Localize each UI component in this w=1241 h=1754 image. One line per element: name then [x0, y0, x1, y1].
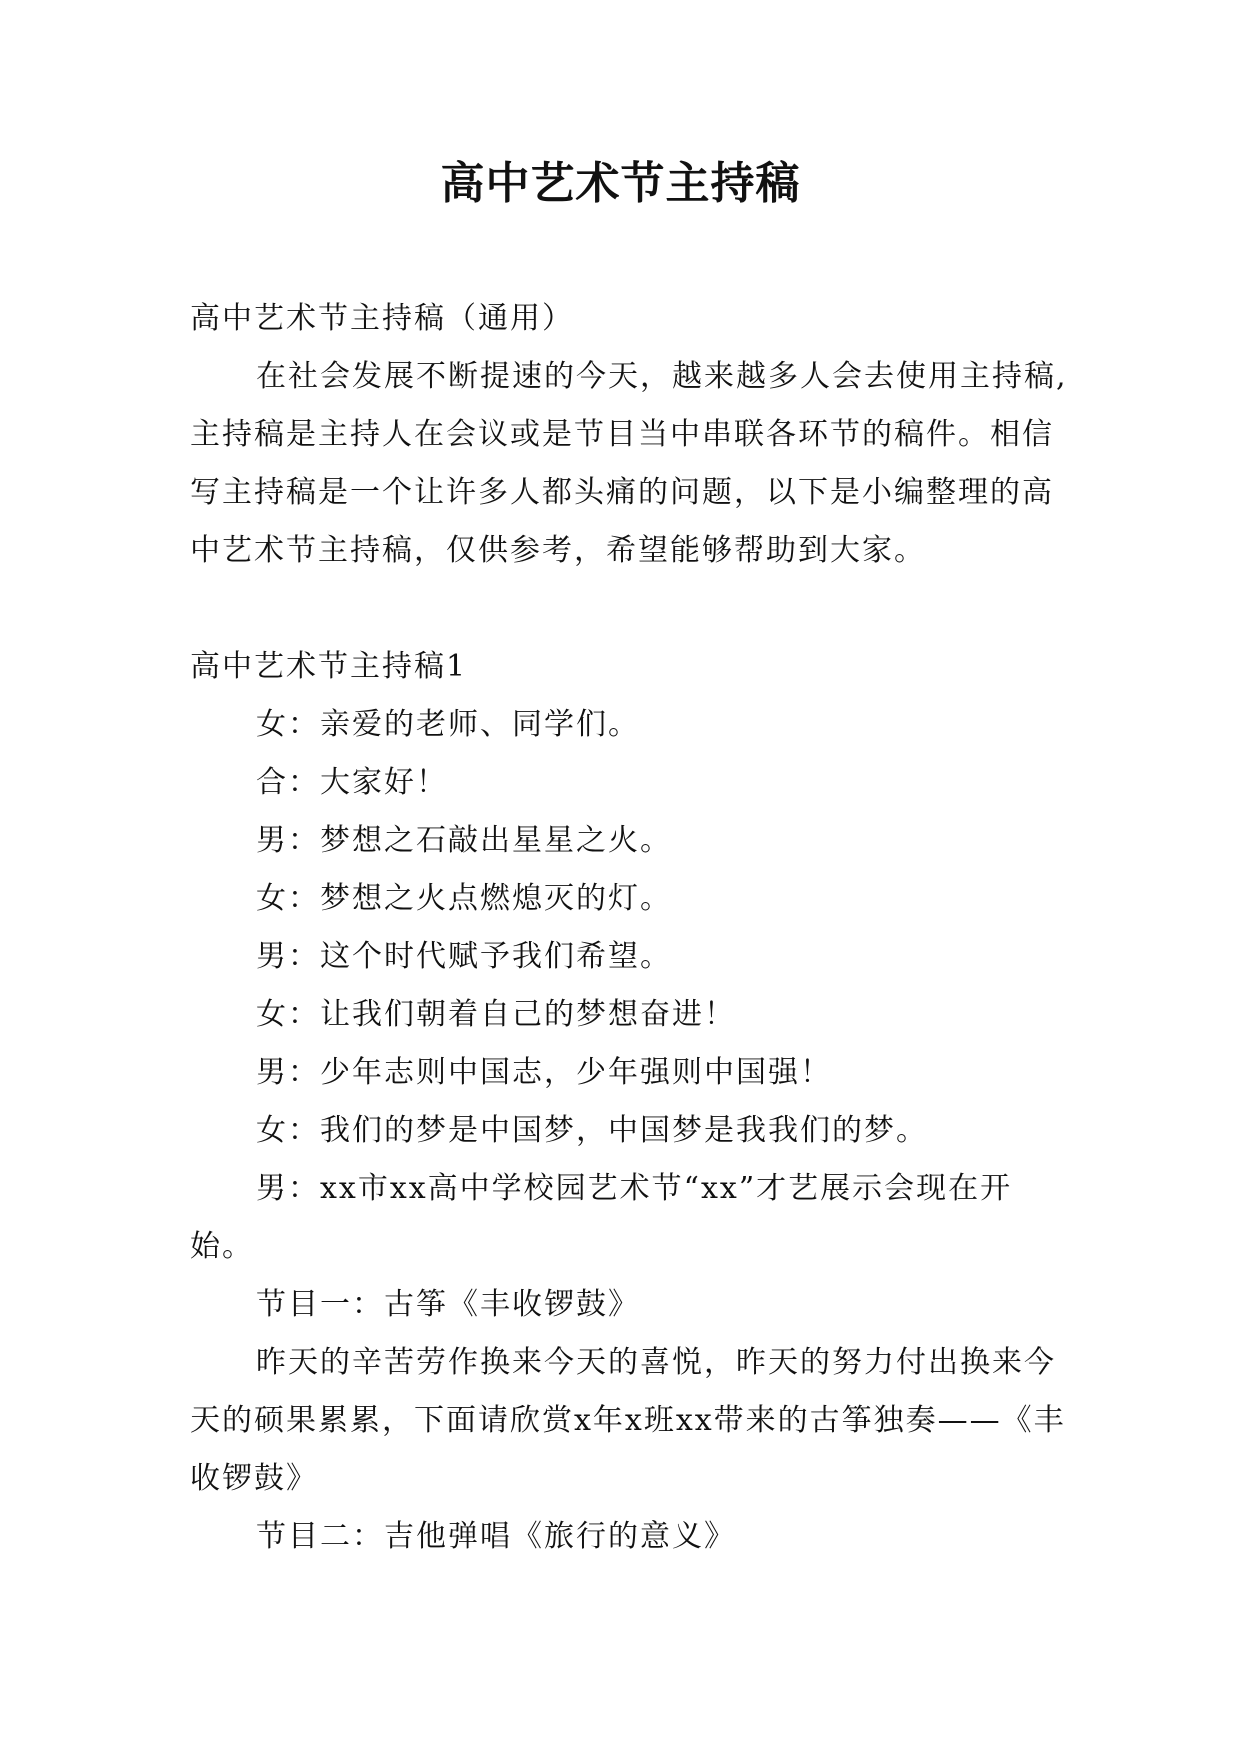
dialogue-line: 合：大家好！ [256, 765, 448, 800]
spacer [190, 580, 1070, 638]
dialogue-line: 女：梦想之火点燃熄灭的灯。 [256, 881, 672, 916]
program-intro: 昨天的辛苦劳作换来今天的喜悦，昨天的努力付出换来今天的硕果累累，下面请欣赏x年x班xx带来的古筝独奏——《丰收锣鼓》 [190, 1345, 1066, 1496]
dialogue-line: 女：亲爱的老师、同学们。 [256, 707, 640, 742]
dialogue-line: 男：少年志则中国志，少年强则中国强！ [256, 1055, 832, 1090]
document-title: 高中艺术节主持稿 [440, 158, 801, 209]
dialogue-line: 男：这个时代赋予我们希望。 [256, 939, 672, 974]
dialogue-line: 女：让我们朝着自己的梦想奋进！ [256, 997, 736, 1032]
section-heading: 高中艺术节主持稿1 [190, 649, 468, 684]
program-heading: 节目二：吉他弹唱《旅行的意义》 [256, 1519, 736, 1554]
dialogue-line: 女：我们的梦是中国梦，中国梦是我我们的梦。 [256, 1113, 928, 1148]
subtitle-heading: 高中艺术节主持稿（通用） [190, 301, 574, 336]
dialogue-line: 男：xx市xx高中学校园艺术节“xx”才艺展示会现在开始。 [190, 1171, 1013, 1264]
dialogue-line: 男：梦想之石敲出星星之火。 [256, 823, 672, 858]
intro-paragraph: 在社会发展不断提速的今天，越来越多人会去使用主持稿,主持稿是主持人在会议或是节目当中串联各环节的稿件。相信写主持稿是一个让许多人都头痛的问题，以下是小编整理的高中艺术节主持稿，仅供参考，希望能够帮助到大家。 [190, 359, 1068, 568]
program-heading: 节目一：古筝《丰收锣鼓》 [256, 1287, 640, 1322]
document-body [190, 290, 1070, 1566]
